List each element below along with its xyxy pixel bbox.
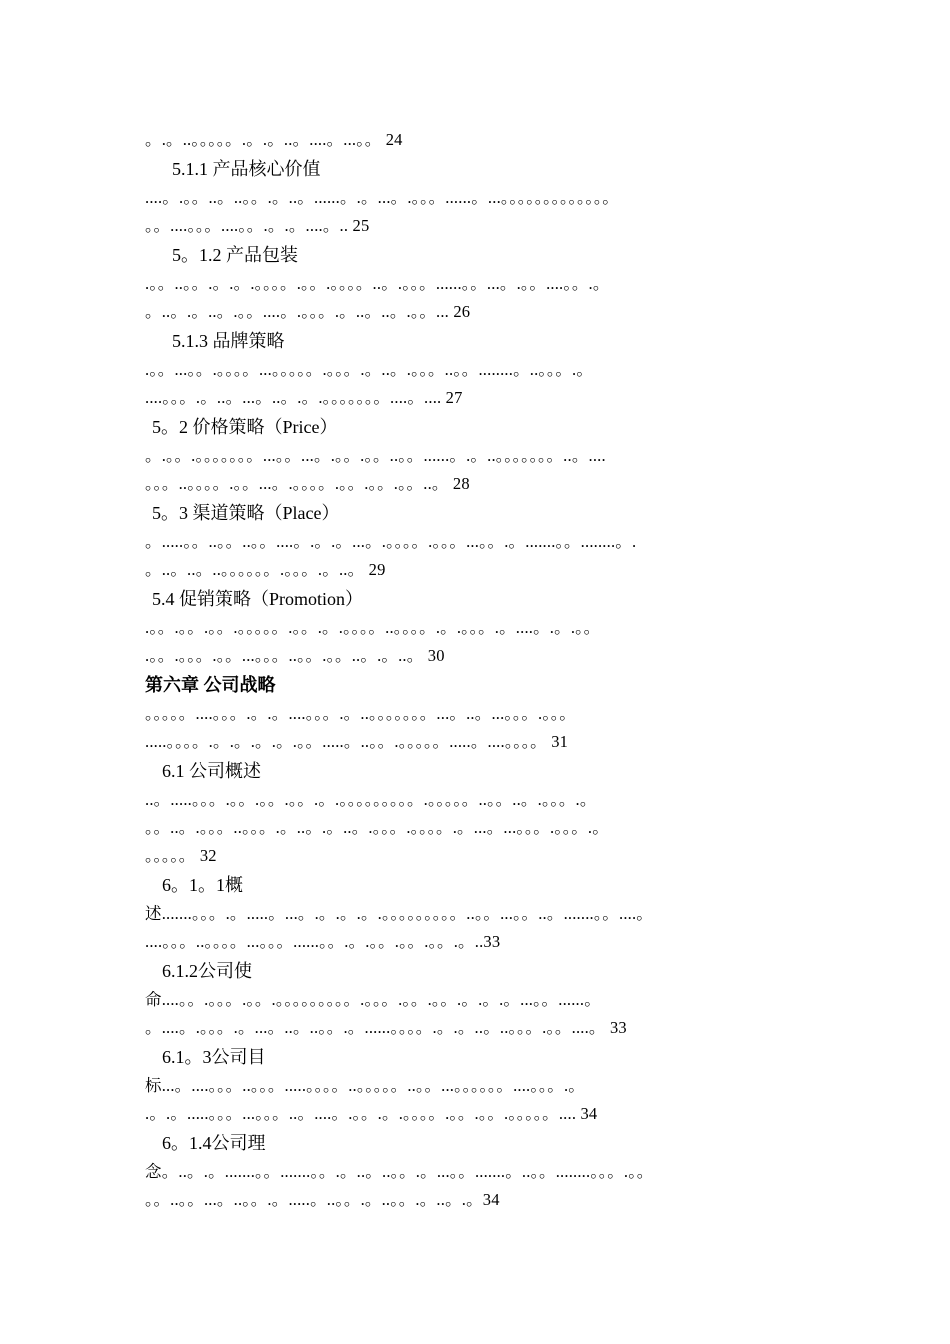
toc-entry-5-2: 5。2 价格策略（Price） [152, 417, 338, 437]
toc-dot-line: 述.......。。。.。.....。...。.。.。.。.。。。。。。。。。..。。...。。..。.......。。....。 [145, 904, 653, 923]
toc-dot-line: 。..。.。..。.。。....。.。。。.。..。..。.。。... 26 [145, 302, 471, 321]
toc-entry-6-1: 6.1 公司概述 [162, 761, 261, 781]
toc-dot-line: 念。..。.。.......。。.......。。.。..。..。。.。...。。.......。..。。........。。。.。。 [145, 1162, 654, 1181]
toc-entry-5-1-2: 5。1.2 产品包装 [172, 245, 298, 265]
toc-entry-6-1-1: 6。1。1概 [162, 875, 243, 895]
toc-entry-5-1-1: 5.1.1 产品核心价值 [172, 159, 321, 179]
toc-dot-line: 。。。..。。。。.。。...。.。。。。.。。.。。.。。..。 28 [145, 474, 470, 493]
toc-dot-line: .。。..。。.。.。.。。。。.。。.。。。。..。.。。。......。。...。.。。....。。.。 [145, 274, 610, 293]
toc-dot-line: .。。.。。.。。.。。。。。.。。.。.。。。。..。。。。.。.。。。.。....。.。.。。 [145, 618, 601, 637]
toc-entry-6-1-2: 6.1.2公司使 [162, 961, 252, 981]
toc-dot-line: 。。..。.。。。..。。。.。..。.。..。.。。。.。。。。.。...。...。。。.。。。.。 [145, 818, 609, 837]
toc-dot-line: 。。....。。。....。。.。.。....。.. 25 [145, 216, 370, 235]
toc-dot-line: 。....。.。。。.。...。..。..。。.。......。。。。.。.。..。..。。。.。。....。 33 [145, 1018, 627, 1037]
toc-dot-line: ....。。。.。..。...。..。.。.。。。。。。。....。.... 27 [145, 388, 463, 407]
toc-dot-line: .。。...。。.。。。。...。。。。。.。。。.。..。.。。。..。。........。..。。。.。 [145, 360, 594, 379]
toc-entry-6-1-4: 6。1.4公司理 [162, 1133, 266, 1153]
toc-dot-line: 。..。..。..。。。。。。.。。。.。..。 29 [145, 560, 386, 579]
toc-entry-5-3: 5。3 渠道策略（Place） [152, 503, 340, 523]
toc-dot-line: ....。.。。..。..。。.。..。......。.。...。.。。。......。...。。。。。。。。。。。。。 [145, 188, 619, 207]
toc-dot-line: 标...。....。。。..。。。.....。。。。..。。。。。..。。...。。。。。。....。。。.。 [145, 1076, 585, 1095]
toc-dot-line: .。.。.....。。。...。。。..。....。.。。.。.。。。。.。。.。。.。。。。。.... 34 [145, 1104, 598, 1123]
toc-dot-line: 。。。。。....。。。.。.。....。。。.。..。。。。。。。...。..。...。。。.。。。 [145, 704, 576, 723]
toc-dot-line: .....。。。。.。.。.。.。.。。.....。..。。.。。。。。.....。....。。。。 31 [145, 732, 569, 751]
toc-entry-5-1-3: 5.1.3 品牌策略 [172, 331, 285, 351]
toc-dot-line: 。。..。。...。..。。.。.....。..。。.。..。。.。..。.。34 [145, 1190, 500, 1209]
toc-dot-line: 。.....。。..。。..。。....。.。.。...。.。。。。.。。。...。。.。.......。。........。. [145, 532, 637, 551]
toc-dot-line: .。。.。。。.。。...。。。..。。.。。..。.。..。 30 [145, 646, 445, 665]
toc-dot-line: 命....。。.。。。.。。.。。。。。。。。。.。。。.。。.。。.。.。.。...。。......。 [145, 990, 601, 1009]
toc-dot-line: ..。.....。。。.。。.。。.。。.。.。。。。。。。。。.。。。。。..。。..。.。。。.。 [145, 790, 597, 809]
toc-dot-line: 。.。..。。。。。.。.。..。....。...。。 24 [145, 130, 403, 149]
toc-chapter-6: 第六章 公司战略 [145, 675, 276, 695]
toc-dot-line: ....。。。..。。。。...。。。......。。.。.。。.。。.。。.。..33 [145, 932, 501, 951]
toc-entry-6-1-3: 6.1。3公司目 [162, 1047, 266, 1067]
toc-entry-5-4: 5.4 促销策略（Promotion） [152, 589, 364, 609]
toc-dot-line: 。.。。.。。。。。。。...。。...。.。。.。。..。。......。.。..。。。。。。。..。.... [145, 446, 606, 465]
toc-dot-line: 。。。。。 32 [145, 846, 217, 865]
